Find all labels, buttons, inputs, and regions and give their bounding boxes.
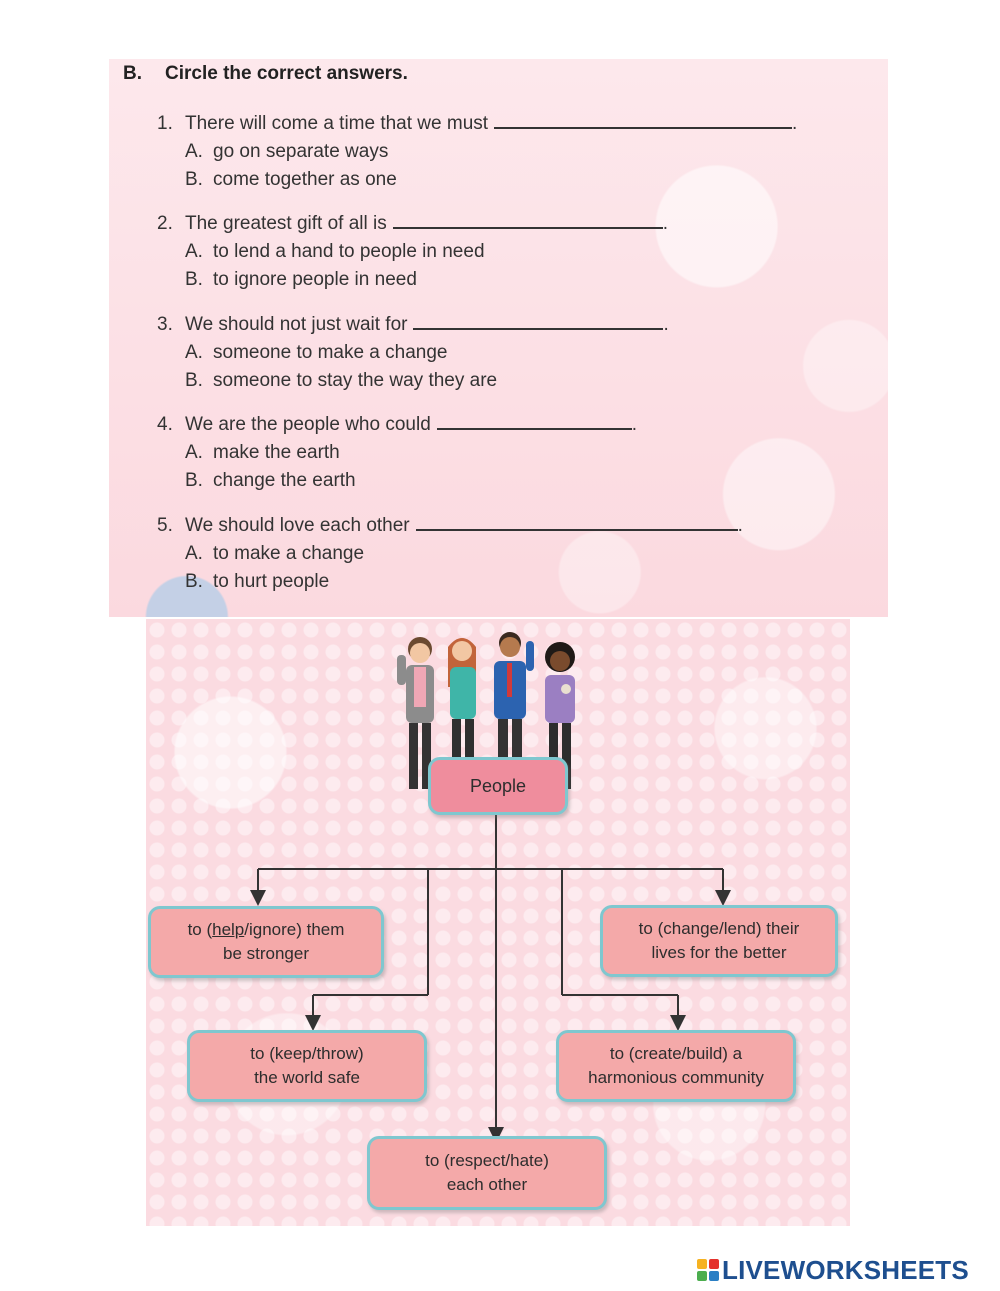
question-stem: There will come a time that we must	[185, 113, 489, 134]
node-text: to (keep/throw)	[250, 1044, 364, 1063]
answer-blank[interactable]	[437, 410, 632, 430]
answer-blank[interactable]	[416, 511, 738, 531]
option-b[interactable]	[157, 266, 877, 294]
logo-text: LIVEWORKSHEETS	[722, 1254, 969, 1285]
option-text: to ignore people in need	[213, 269, 417, 290]
option-letter: B.	[185, 269, 203, 290]
node-text: the world safe	[254, 1068, 360, 1087]
node-text: to (change/lend) their	[638, 919, 800, 938]
option-letter: A.	[185, 141, 203, 162]
option-letter: B.	[185, 370, 203, 391]
node-text: harmonious community	[588, 1068, 764, 1087]
node-text: lives for the better	[651, 943, 787, 962]
option-letter: B.	[185, 470, 203, 491]
option-letter: A.	[185, 543, 203, 564]
question-number: 4.	[157, 414, 173, 435]
question-number: 1.	[157, 113, 173, 134]
node-change[interactable]	[600, 905, 838, 977]
option-text: go on separate ways	[213, 141, 389, 162]
node-text: to (respect/hate)	[425, 1151, 549, 1170]
section-b-panel	[109, 59, 888, 617]
option-text: to lend a hand to people in need	[213, 241, 485, 262]
logo-mark-icon	[697, 1259, 719, 1281]
node-text: to (create/build) a	[609, 1044, 743, 1063]
option-a[interactable]	[157, 439, 877, 467]
logo-square	[697, 1271, 707, 1281]
node-text: each other	[446, 1175, 528, 1194]
answer-blank[interactable]	[413, 310, 663, 330]
option-letter: A.	[185, 442, 203, 463]
option-b[interactable]	[157, 568, 877, 596]
question-end: .	[792, 113, 798, 134]
question-end: .	[663, 314, 669, 335]
question-stem: The greatest gift of all is	[185, 213, 387, 234]
option-a[interactable]	[157, 138, 877, 166]
section-title	[123, 63, 408, 85]
section-instruction: Circle the correct answers.	[165, 63, 408, 84]
option-a[interactable]	[157, 339, 877, 367]
option-a[interactable]	[157, 540, 877, 568]
question-number: 2.	[157, 213, 173, 234]
logo-square	[709, 1271, 719, 1281]
node-people	[428, 757, 568, 815]
option-text: to hurt people	[213, 571, 330, 592]
question-stem: We are the people who could	[185, 414, 431, 435]
option-letter: B.	[185, 571, 203, 592]
question-end: .	[662, 213, 668, 234]
node-text: to (	[187, 920, 213, 939]
node-text-underlined: help	[212, 920, 245, 939]
question-stem: We should not just wait for	[185, 314, 408, 335]
node-label: People	[469, 776, 527, 796]
question-end: .	[737, 515, 743, 536]
node-label	[188, 918, 345, 966]
option-letter: A.	[185, 241, 203, 262]
question-end: .	[631, 414, 638, 435]
liveworksheets-logo[interactable]	[697, 1256, 969, 1284]
option-letter: A.	[185, 342, 203, 363]
option-b[interactable]	[157, 166, 877, 194]
option-b[interactable]	[157, 367, 877, 395]
question-5	[157, 511, 877, 596]
question-2	[157, 209, 877, 294]
node-help[interactable]	[148, 906, 384, 978]
option-text: to make a change	[213, 543, 365, 564]
question-1	[157, 109, 877, 194]
option-text: make the earth	[213, 442, 340, 463]
option-b[interactable]	[157, 467, 877, 495]
option-text: someone to stay the way they are	[213, 370, 498, 391]
answer-blank[interactable]	[393, 209, 663, 229]
option-a[interactable]	[157, 238, 877, 266]
node-label	[425, 1149, 549, 1197]
question-number: 5.	[157, 515, 173, 536]
question-4	[157, 410, 877, 495]
node-respect[interactable]	[367, 1136, 607, 1210]
option-text: someone to make a change	[213, 342, 448, 363]
node-label	[588, 1042, 764, 1090]
question-number: 3.	[157, 314, 173, 335]
option-text: change the earth	[213, 470, 356, 491]
answer-blank[interactable]	[494, 109, 792, 129]
section-letter: B.	[123, 63, 142, 84]
question-3	[157, 310, 877, 395]
node-text: be stronger	[223, 944, 309, 963]
logo-square	[709, 1259, 719, 1269]
node-keep[interactable]	[187, 1030, 427, 1102]
question-stem: We should love each other	[185, 515, 410, 536]
node-label	[250, 1042, 363, 1090]
option-letter: B.	[185, 169, 203, 190]
logo-square	[697, 1259, 707, 1269]
node-label	[639, 917, 800, 965]
option-text: come together as one	[213, 169, 397, 190]
node-text: /ignore) them	[244, 920, 345, 939]
node-create[interactable]	[556, 1030, 796, 1102]
diagram-panel	[146, 619, 850, 1226]
